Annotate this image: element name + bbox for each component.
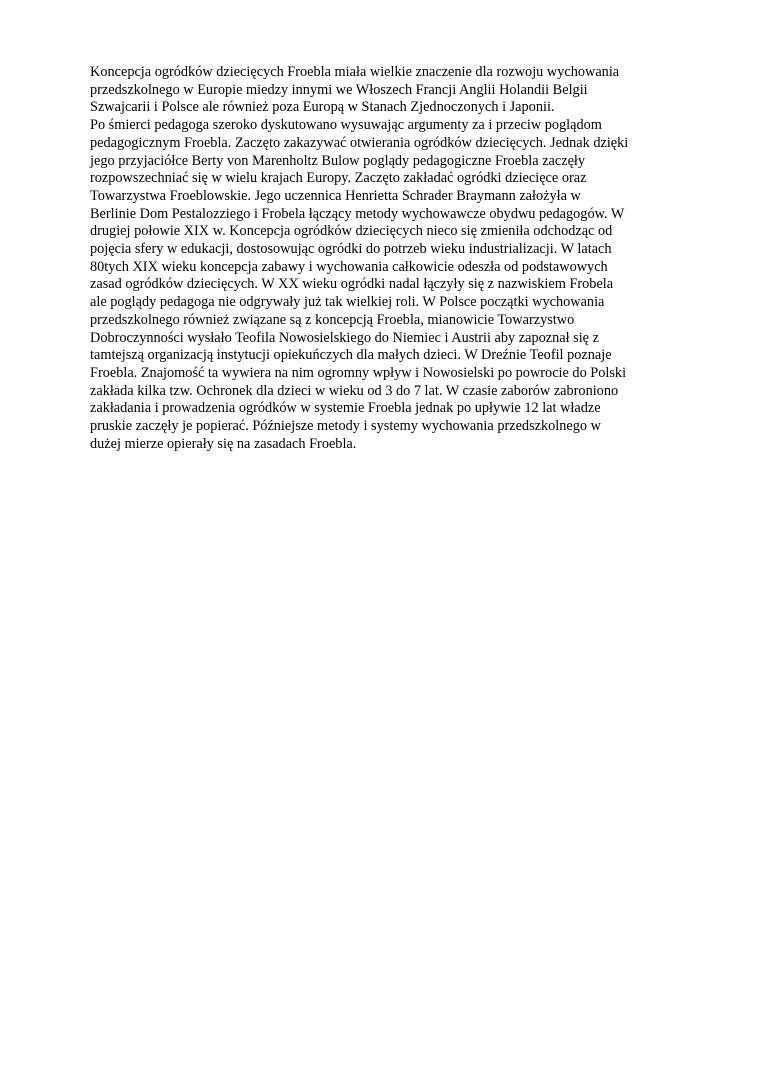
text-line: Dobroczynności wysłało Teofila Nowosielskiego do Niemiec i Austrii aby zapoznał się z	[90, 329, 599, 346]
text-line: rozpowszechniać się w wielu krajach Europy. Zaczęto zakładać ogródki dziecięce oraz	[90, 170, 587, 187]
text-line: Szwajcarii i Polsce ale również poza Europą w Stanach Zjednoczonych i Japonii.	[90, 99, 555, 116]
text-line: zasad ogródków dziecięcych. W XX wieku ogródki nadal łączyły się z nazwiskiem Frobela	[90, 276, 614, 293]
text-line: Po śmierci pedagoga szeroko dyskutowano wysuwając argumenty za i przeciw poglądom	[90, 117, 602, 134]
text-line: pedagogicznym Froebla. Zaczęto zakazywać otwierania ogródków dziecięcych. Jednak dzięki	[90, 134, 629, 151]
text-line: Berlinie Dom Pestalozziego i Frobela łączący metody wychowawcze obydwu pedagogów. W	[90, 205, 625, 222]
text-line: Froebla. Znajomość ta wywiera na nim ogromny wpływ i Nowosielski po powrocie do Polski	[90, 364, 627, 381]
text-line: tamtejszą organizacją instytucji opiekuńczych dla małych dzieci. W Dreźnie Teofil poznaje	[90, 347, 612, 364]
text-line: pojęcia sfery w edukacji, dostosowując ogródki do potrzeb wieku industrializacji. W latach	[90, 241, 612, 258]
text-line: 80tych XIX wieku koncepcja zabawy i wychowania całkowicie odeszła od podstawowych	[90, 258, 608, 275]
text-line: Towarzystwa Froeblowskie. Jego uczennica Henrietta Schrader Braymann założyła w	[90, 187, 581, 204]
text-line: pruskie zaczęły je popierać. Późniejsze metody i systemy wychowania przedszkolnego w	[90, 418, 601, 435]
body-paragraph	[90, 64, 680, 453]
text-line: zakładania i prowadzenia ogródków w systemie Froebla jednak po upływie 12 lat władze	[90, 400, 601, 417]
text-line: zakłada kilka tzw. Ochronek dla dzieci w wieku od 3 do 7 lat. W czasie zaborów zabroniono	[90, 382, 619, 399]
text-line: Koncepcja ogródków dziecięcych Froebla miała wielkie znaczenie dla rozwoju wychowania	[90, 64, 620, 80]
text-line: jego przyjaciółce Berty von Marenholtz Bulow poglądy pedagogiczne Froebla zaczęły	[90, 152, 586, 169]
text-line: ale poglądy pedagoga nie odgrywały już tak wielkiej roli. W Polsce początki wychowania	[90, 294, 605, 311]
text-line: dużej mierze opierały się na zasadach Froebla.	[90, 435, 357, 452]
text-line: przedszkolnego w Europie miedzy innymi we Włoszech Francji Anglii Holandii Belgii	[90, 81, 588, 98]
text-line: przedszkolnego również związane są z koncepcją Froebla, mianowicie Towarzystwo	[90, 311, 575, 328]
text-line: drugiej połowie XIX w. Koncepcja ogródków dziecięcych nieco się zmieniła odchodząc od	[90, 223, 613, 240]
